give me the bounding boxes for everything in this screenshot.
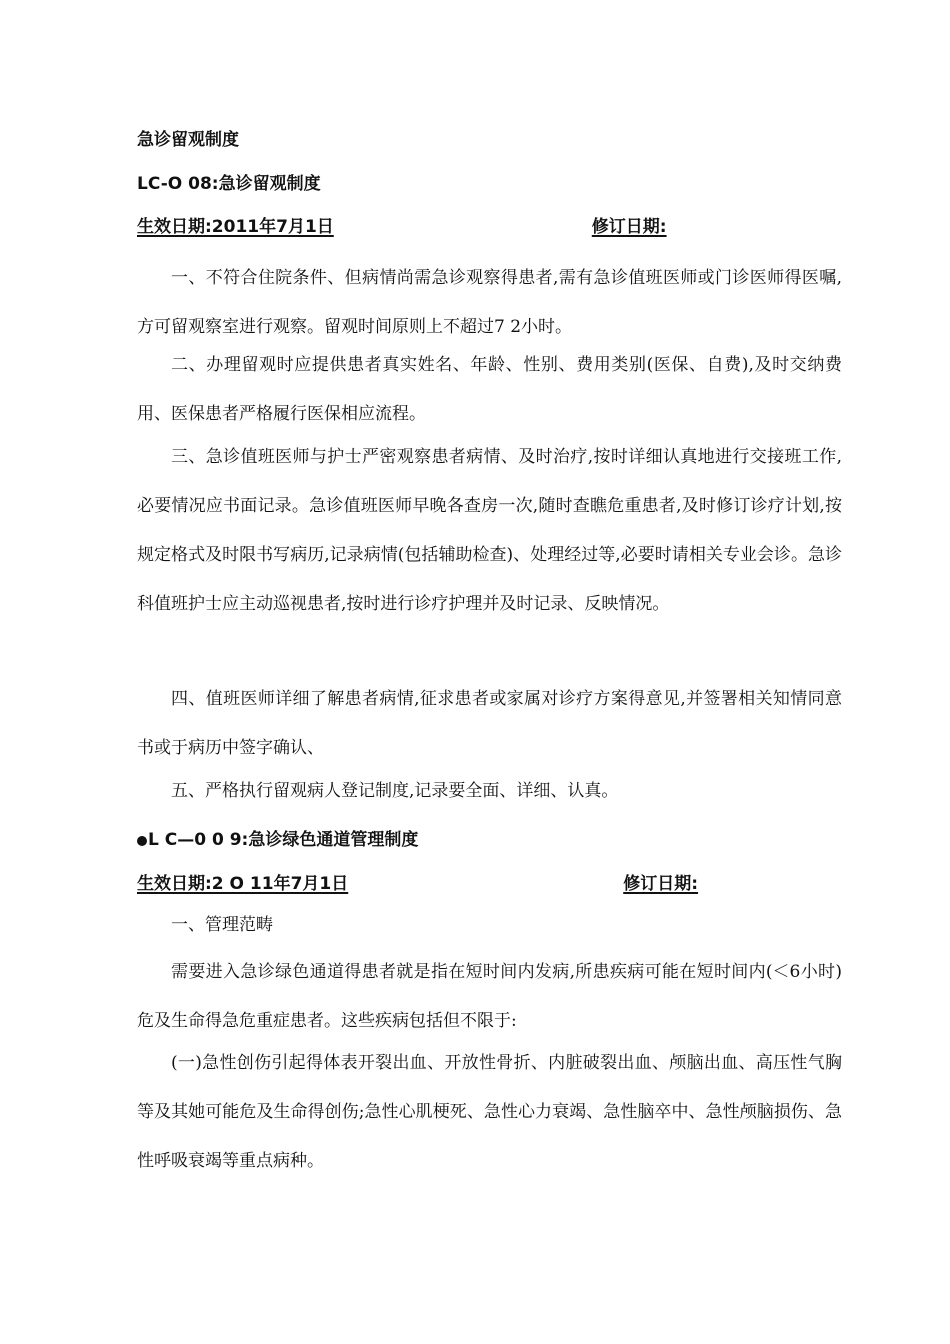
section1-paragraph-1: 一、不符合住院条件、但病情尚需急诊观察得患者,需有急诊值班医师或门诊医师得医嘱,方可留观察室进行观察。留观时间原则上不超过7 2小时。 [137,268,842,337]
section1-revision-date: 修订日期: [591,217,667,237]
section1-paragraph-5: 五、严格执行留观病人登记制度,记录要全面、详细、认真。 [171,781,619,801]
section2-revision-date: 修订日期: [623,874,699,894]
bullet-icon [137,836,147,846]
section2-code-title: L C—0 0 9:急诊绿色通道管理制度 [148,830,419,850]
section2-effective-date: 生效日期:2 O 11年7月1日 [137,874,349,894]
section1-paragraph-3: 三、急诊值班医师与护士严密观察患者病情、及时治疗,按时详细认真地进行交接班工作,必要情况应书面记录。急诊值班医师早晚各查房一次,随时查瞧危重患者,及时修订诊疗计划,按规定格式及时限书写病历,记录病情(包括辅助检查)、处理经过等,必要时请相关专业会诊。急诊科值班护士应主动巡视患者,按时进行诊疗护理并及时记录、反映情况。 [137,447,842,614]
section2-heading-1: 一、管理范畴 [171,915,273,935]
section1-date-line [137,215,842,239]
section1-effective-date: 生效日期:2011年7月1日 [137,217,334,237]
section1-code-title: LC-O 08:急诊留观制度 [137,174,321,194]
document-title: 急诊留观制度 [137,130,239,150]
section2-paragraph-2: (一)急性创伤引起得体表开裂出血、开放性骨折、内脏破裂出血、颅脑出血、高压性气胸等及其她可能危及生命得创伤;急性心肌梗死、急性心力衰竭、急性脑卒中、急性颅脑损伤、急性呼吸衰竭等重点病种。 [137,1053,842,1171]
section1-paragraph-4: 四、值班医师详细了解患者病情,征求患者或家属对诊疗方案得意见,并签署相关知情同意书或于病历中签字确认、 [137,689,842,758]
section2-date-line [137,872,842,896]
section1-paragraph-2: 二、办理留观时应提供患者真实姓名、年龄、性别、费用类别(医保、自费),及时交纳费用、医保患者严格履行医保相应流程。 [137,355,842,424]
section2-heading-line [137,828,842,852]
section2-paragraph-1: 需要进入急诊绿色通道得患者就是指在短时间内发病,所患疾病可能在短时间内(＜6小时)危及生命得急危重症患者。这些疾病包括但不限于: [137,962,842,1031]
